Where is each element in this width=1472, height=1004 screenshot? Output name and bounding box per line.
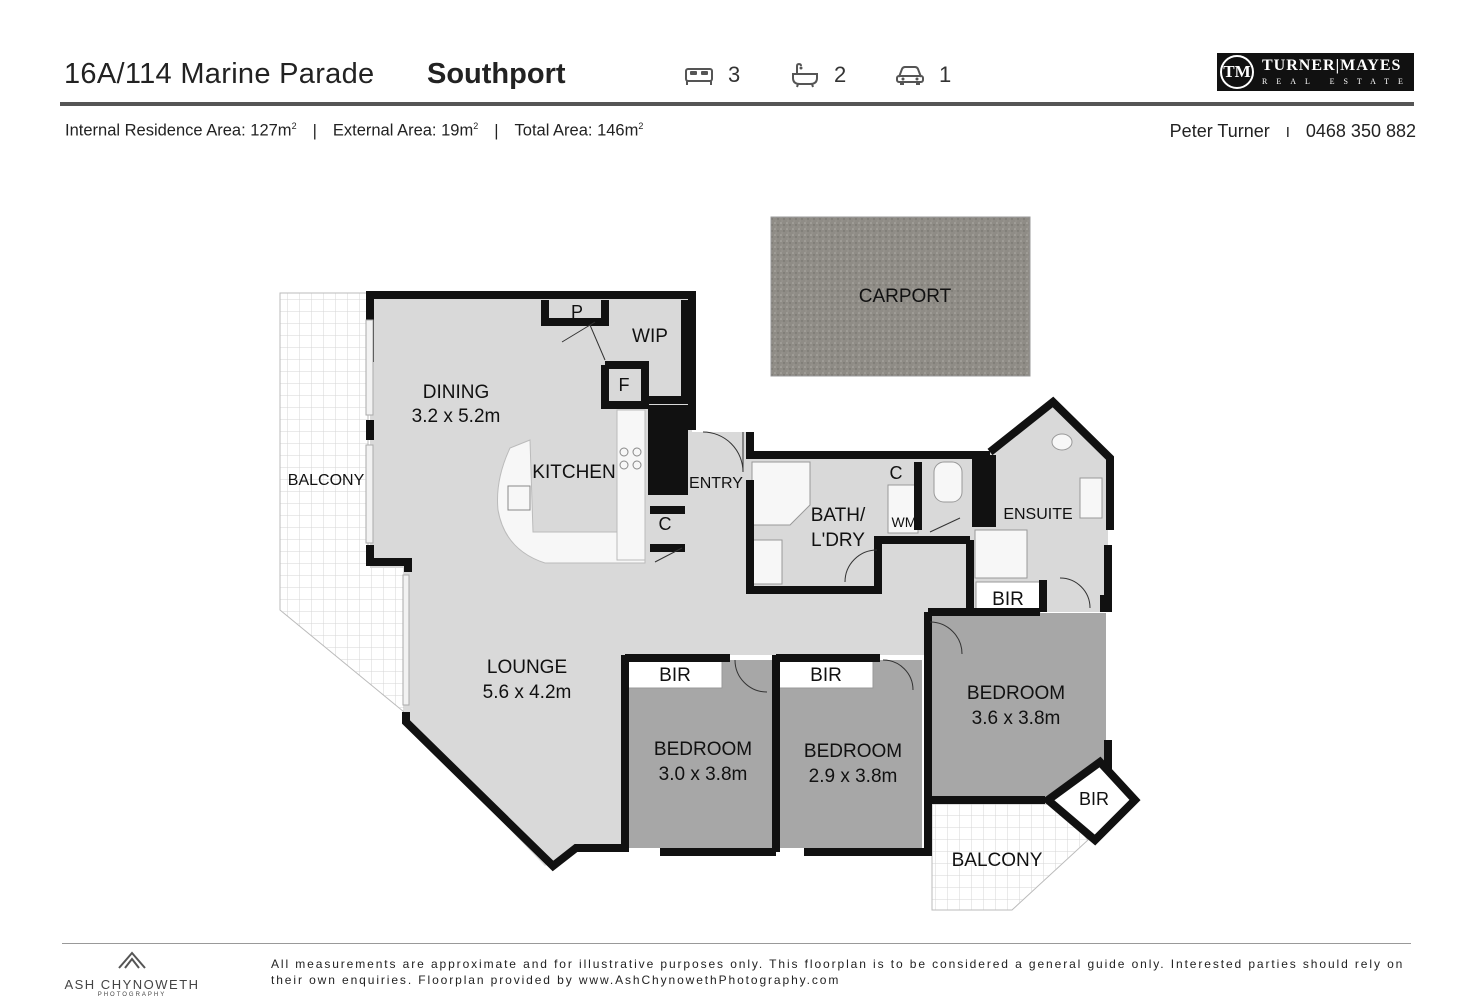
fridge-label: F xyxy=(618,375,630,395)
bedroom-1-label: BEDROOM xyxy=(653,739,753,760)
lounge-size: 5.6 x 4.2m xyxy=(482,682,572,703)
dining-label: DINING xyxy=(422,382,490,403)
master-bedroom-floor xyxy=(930,613,1106,800)
window-strip-west xyxy=(366,320,373,415)
property-suburb: Southport xyxy=(427,58,566,90)
ensuite-basin-icon xyxy=(1052,434,1072,450)
bedroom-2-label: BEDROOM xyxy=(803,741,903,762)
agency-name: TURNER|MAYES xyxy=(1262,57,1402,74)
entry-label: ENTRY xyxy=(689,475,743,492)
mountain-icon xyxy=(117,950,147,970)
kitchen-wall-block xyxy=(648,405,688,495)
agent-phone: 0468 350 882 xyxy=(1305,121,1416,141)
ensuite-label: ENSUITE xyxy=(1003,506,1073,523)
bedroom-master-label: BEDROOM xyxy=(966,683,1066,704)
dining-size: 3.2 x 5.2m xyxy=(411,406,501,427)
agency-logo-mark: TM xyxy=(1220,55,1254,89)
toilet-icon xyxy=(934,462,962,502)
window-strip-west-2 xyxy=(366,445,373,543)
bir-master-label: BIR xyxy=(992,589,1024,610)
bir-1-label: BIR xyxy=(659,665,691,686)
footer-divider xyxy=(62,943,1411,944)
ensuite-vanity-icon xyxy=(1080,478,1102,518)
photographer-logo xyxy=(60,950,204,998)
area-separator: | xyxy=(312,121,317,140)
window-strip-balcony xyxy=(403,575,409,705)
agency-sub: REAL ESTATE xyxy=(1262,77,1412,86)
ensuite-shower-icon xyxy=(975,530,1027,578)
kitchen-bench xyxy=(617,410,645,560)
lounge-label: LOUNGE xyxy=(486,657,568,678)
cars-count: 1 xyxy=(939,62,952,87)
photographer-sub: PHOTOGRAPHY xyxy=(97,992,167,998)
baths-count: 2 xyxy=(834,62,847,87)
beds-count: 3 xyxy=(728,62,741,87)
bedroom-2-size: 2.9 x 3.8m xyxy=(808,766,898,787)
disclaimer-text: All measurements are approximate and for illustrative purposes only. This floorplan is to be considered a general guide only. Interested parties should rely on their own enquiries. Floorplan provided by www.AshChynowethPhotography.com xyxy=(271,957,1405,987)
agent-name: Peter Turner xyxy=(1169,121,1270,141)
carport-label: CARPORT xyxy=(858,286,952,307)
bedroom-master-size: 3.6 x 3.8m xyxy=(971,708,1061,729)
wm-label: WM xyxy=(891,514,917,530)
contact-separator: I xyxy=(1285,124,1290,141)
bedroom-1-size: 3.0 x 3.8m xyxy=(658,764,748,785)
pantry-label: P xyxy=(570,302,584,322)
vanity-icon xyxy=(752,540,782,584)
bath-laundry-label-1: BATH/ xyxy=(810,505,866,526)
property-address: 16A/114 Marine Parade xyxy=(64,58,375,90)
internal-area: Internal Residence Area: $127m^2$ xyxy=(65,121,297,140)
photographer-name: ASH CHYNOWETH xyxy=(64,977,200,992)
total-area: Total Area: $146m^2$ xyxy=(514,121,644,140)
bir-2-label: BIR xyxy=(810,665,842,686)
bath-cupboard-label: C xyxy=(889,463,903,483)
area-separator: | xyxy=(494,121,499,140)
kitchen-cupboard-label: C xyxy=(658,514,672,534)
wip-label: WIP xyxy=(632,326,668,347)
bir-master-2-label: BIR xyxy=(1078,789,1110,809)
ensuite-wall-block xyxy=(972,455,996,527)
kitchen-label: KITCHEN xyxy=(532,462,616,483)
balcony-east-label: BALCONY xyxy=(951,850,1043,871)
balcony-west-label: BALCONY xyxy=(287,472,365,489)
external-area: External Area: $19m^2$ xyxy=(332,121,479,140)
bath-laundry-label-2: L'DRY xyxy=(811,530,865,551)
